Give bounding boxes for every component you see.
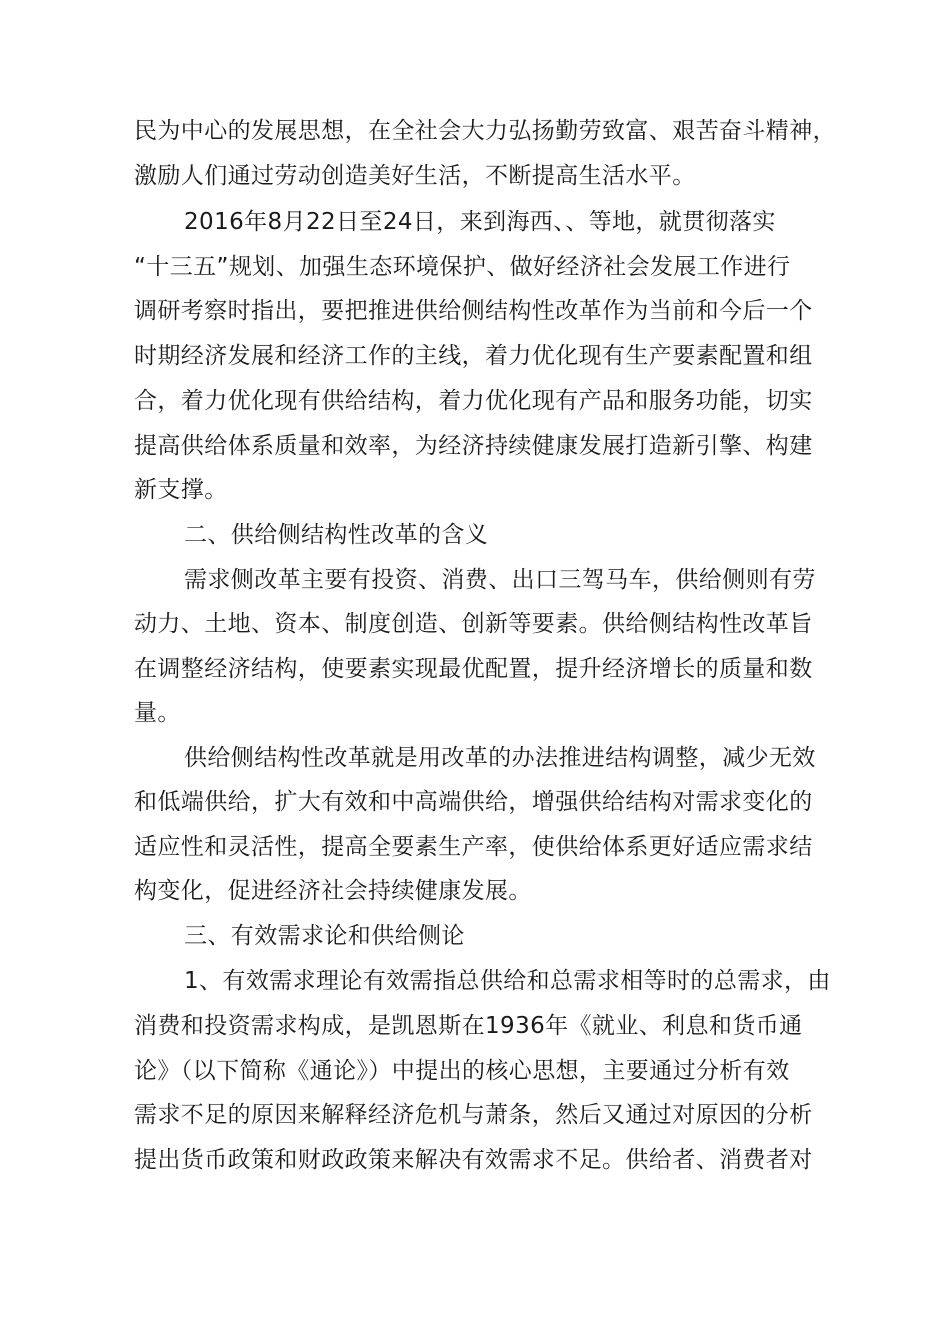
text-line: 提出货币政策和财政政策来解决有效需求不足。供给者、消费者对 bbox=[134, 1147, 813, 1173]
text-line: 论》（以下简称《通论》）中提出的核心思想，主要通过分析有效 bbox=[134, 1058, 790, 1084]
text-line: 在调整经济结构，使要素实现最优配置，提升经济增长的质量和数 bbox=[134, 656, 813, 682]
text-line: “十三五”规划、加强生态环境保护、做好经济社会发展工作进行 bbox=[134, 254, 791, 280]
text-line: 动力、土地、资本、制度创造、创新等要素。供给侧结构性改革旨 bbox=[134, 611, 813, 637]
text-line: 激励人们通过劳动创造美好生活，不断提高生活水平。 bbox=[134, 163, 696, 189]
text-line: 提高供给体系质量和效率，为经济持续健康发展打造新引擎、构建 bbox=[134, 433, 813, 459]
text-line: 时期经济发展和经济工作的主线，着力优化现有生产要素配置和组 bbox=[134, 343, 813, 369]
section-heading: 三、有效需求论和供给侧论 bbox=[184, 923, 465, 949]
text-line: 合，着力优化现有供给结构，着力优化现有产品和服务功能，切实 bbox=[134, 388, 813, 414]
text-line: 2016年8月22日至24日，来到海西、、等地，就贯彻落实 bbox=[184, 209, 776, 235]
text-line: 需求侧改革主要有投资、消费、出口三驾马车，供给侧则有劳 bbox=[184, 567, 816, 593]
text-line: 民为中心的发展思想，在全社会大力弘扬勤劳致富、艰苦奋斗精神， bbox=[134, 118, 836, 144]
text-line: 1、有效需求理论有效需指总供给和总需求相等时的总需求，由 bbox=[184, 968, 831, 994]
text-line: 需求不足的原因来解释经济危机与萧条，然后又通过对原因的分析 bbox=[134, 1102, 813, 1128]
text-line: 新支撑。 bbox=[134, 477, 228, 503]
text-line: 量。 bbox=[134, 700, 181, 726]
section-heading: 二、供给侧结构性改革的含义 bbox=[184, 522, 489, 548]
text-line: 和低端供给，扩大有效和中高端供给，增强供给结构对需求变化的 bbox=[134, 789, 813, 815]
text-line: 适应性和灵活性，提高全要素生产率，使供给体系更好适应需求结 bbox=[134, 834, 813, 860]
text-line: 调研考察时指出，要把推进供给侧结构性改革作为当前和今后一个 bbox=[134, 298, 813, 324]
text-line: 消费和投资需求构成，是凯恩斯在1936年《就业、利息和货币通 bbox=[134, 1013, 803, 1039]
text-line: 构变化，促进经济社会持续健康发展。 bbox=[134, 878, 532, 904]
text-line: 供给侧结构性改革就是用改革的办法推进结构调整，减少无效 bbox=[184, 745, 816, 771]
